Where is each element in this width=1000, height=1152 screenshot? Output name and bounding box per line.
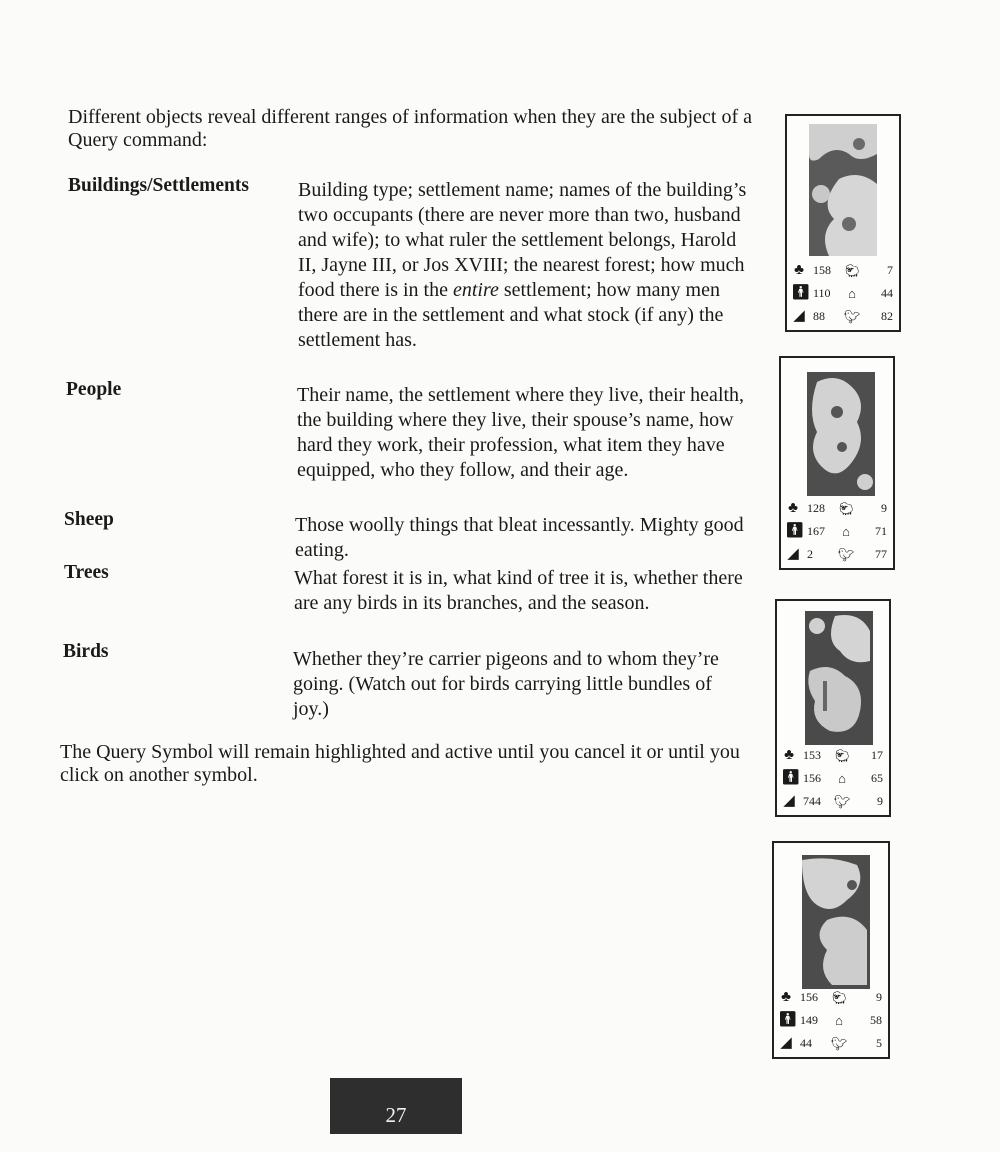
person-icon: 🚹︎: [791, 285, 811, 301]
sheep-icon: 🐑︎: [843, 263, 861, 278]
boat-icon: ◢: [783, 793, 795, 809]
map-terrain: [809, 124, 877, 256]
map-terrain: [807, 372, 875, 496]
map-thumbnail: [807, 372, 875, 496]
person-icon: 🚹︎: [781, 770, 801, 786]
map-terrain: [805, 611, 873, 745]
stat-trees: 156: [800, 990, 818, 1004]
house-icon: ⌂: [838, 771, 846, 786]
boat-icon: ◢: [780, 1035, 792, 1051]
stat-sheep: 9: [881, 501, 887, 515]
query-panel-3: [775, 599, 891, 817]
tree-icon: ♣: [781, 989, 791, 1005]
map-thumbnail: [802, 855, 870, 989]
map-thumbnail: [809, 124, 877, 256]
page-number: 27: [330, 1078, 462, 1134]
bird-icon: 🐦︎: [843, 309, 861, 324]
stat-people: 110: [813, 286, 831, 300]
intro-paragraph: Different objects reveal different ranges of information when they are the subject of a Query command:: [68, 106, 752, 151]
house-icon: ⌂: [835, 1013, 843, 1028]
stat-people: 167: [807, 524, 825, 538]
query-panel-4: [772, 841, 890, 1059]
boat-icon: ◢: [793, 308, 805, 324]
map-terrain: [802, 855, 870, 989]
desc-buildings: Building type; settlement name; names of the building’s two occupants (there are never more than two, husband and wife); to what ruler the settlement belongs, Harold II, Jayne III, or Jos XVIII; the nearest forest; how much food there is in the entire settlement; how many men there are in the settlement and what stock (if any) the settlement has.: [298, 179, 747, 351]
stat-trees: 158: [813, 263, 831, 277]
desc-sheep: Those woolly things that bleat incessantly. Mighty good eating.: [295, 514, 744, 561]
person-icon: 🚹︎: [778, 1012, 798, 1028]
desc-trees: What forest it is in, what kind of tree it is, whether there are any birds in its branches, and the season.: [294, 567, 743, 614]
query-panel-1: [785, 114, 901, 332]
bird-icon: 🐦︎: [830, 1036, 848, 1051]
stat-boats: 744: [803, 794, 821, 808]
stat-sheep: 9: [876, 990, 882, 1004]
stat-sheep: 7: [887, 263, 893, 277]
house-icon: ⌂: [848, 286, 856, 301]
stat-trees: 128: [807, 501, 825, 515]
tree-icon: ♣: [788, 500, 798, 516]
sheep-icon: 🐑︎: [833, 748, 851, 763]
map-thumbnail: [805, 611, 873, 745]
term-people: People: [66, 379, 122, 400]
term-buildings: Buildings/Settlements: [68, 175, 249, 196]
term-birds: Birds: [63, 641, 109, 662]
desc-birds: Whether they’re carrier pigeons and to whom they’re going. (Watch out for birds carrying little bundles of joy.): [293, 648, 719, 720]
outro-paragraph: The Query Symbol will remain highlighted and active until you cancel it or until you click on another symbol.: [60, 741, 740, 786]
stat-houses: 71: [875, 524, 887, 538]
stat-boats: 88: [813, 309, 825, 323]
stat-birds: 9: [877, 794, 883, 808]
stat-people: 149: [800, 1013, 818, 1027]
stat-houses: 65: [871, 771, 883, 785]
term-trees: Trees: [64, 562, 109, 583]
tree-icon: ♣: [784, 747, 794, 763]
boat-icon: ◢: [787, 546, 799, 562]
term-sheep: Sheep: [64, 509, 114, 530]
tree-icon: ♣: [794, 262, 804, 278]
stat-trees: 153: [803, 748, 821, 762]
stat-sheep: 17: [871, 748, 883, 762]
stat-boats: 2: [807, 547, 813, 561]
stat-boats: 44: [800, 1036, 812, 1050]
bird-icon: 🐦︎: [837, 547, 855, 562]
sheep-icon: 🐑︎: [837, 501, 855, 516]
sheep-icon: 🐑︎: [830, 990, 848, 1005]
bird-icon: 🐦︎: [833, 794, 851, 809]
person-icon: 🚹︎: [785, 523, 805, 539]
stat-birds: 82: [881, 309, 893, 323]
house-icon: ⌂: [842, 524, 850, 539]
stat-houses: 44: [881, 286, 893, 300]
stat-birds: 77: [875, 547, 887, 561]
stat-houses: 58: [870, 1013, 882, 1027]
query-panel-2: [779, 356, 895, 570]
desc-people: Their name, the settlement where they live, their health, the building where they live, their spouse’s name, how hard they work, their profession, what item they have equipped, who they follow, and their age.: [297, 384, 745, 481]
stat-birds: 5: [876, 1036, 882, 1050]
stat-people: 156: [803, 771, 821, 785]
